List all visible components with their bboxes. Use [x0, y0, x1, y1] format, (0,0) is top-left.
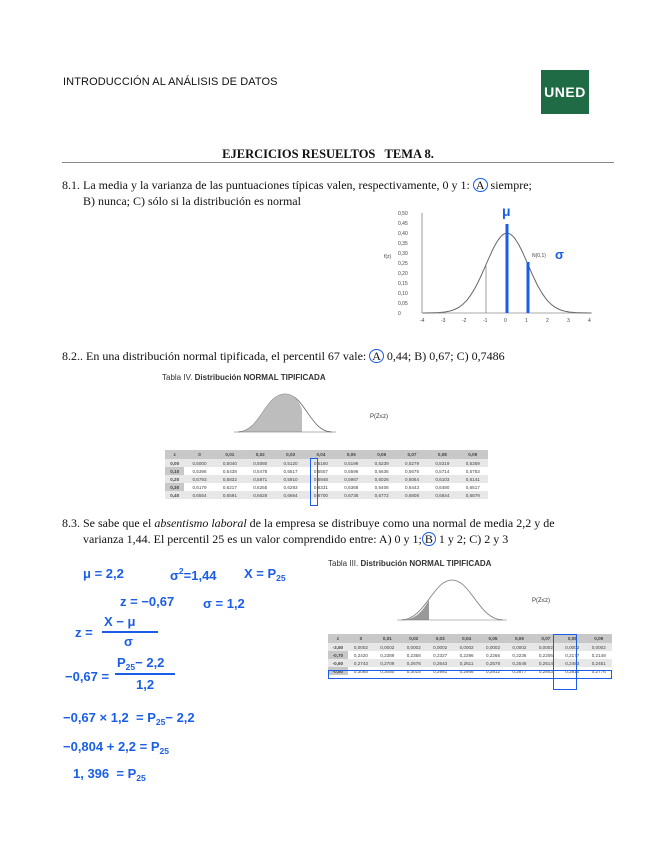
- table-cell: 0,0002: [506, 643, 532, 651]
- hand-eq4: 1, $396 = P_{25}$: [73, 766, 146, 783]
- table-cell: 0,5239: [366, 459, 396, 467]
- table-cell: 0,0002: [348, 643, 374, 651]
- table-cell: 0,2483: [559, 659, 585, 667]
- y-tick-label: 0,10: [398, 291, 408, 297]
- table-header-cell: 0,07: [397, 450, 427, 459]
- hand-z-value: z = −0,67: [120, 594, 175, 609]
- table-cell: 0,6554: [184, 491, 214, 499]
- q1-line2: B) nunca; C) sólo si la distribución es normal: [83, 194, 301, 208]
- question-8-3: 8.3. Se sabe que el absentismo laboral de la empresa se distribuye como una normal de media 2,2 y de: [62, 516, 555, 530]
- table-cell: 0,6217: [222, 484, 237, 490]
- table-cell: 0,2743: [348, 659, 374, 667]
- q1-answer-circle: A: [473, 178, 488, 192]
- hand-eq1-denominator: 1,2: [136, 677, 155, 692]
- table-header-cell: 0,09: [458, 450, 488, 459]
- table-cell: 0,5714: [435, 468, 450, 474]
- table-iv-highlight: [310, 458, 318, 506]
- table-row-header: 0,10: [165, 467, 184, 475]
- table-cell: 0,6628: [245, 491, 275, 499]
- y-tick-label: 0,05: [398, 301, 408, 307]
- table-cell: 0,2810: [565, 668, 580, 674]
- table-cell: 0,6700: [306, 491, 336, 499]
- table-cell: 0,5080: [245, 459, 275, 467]
- x-tick-label: 3: [567, 318, 570, 324]
- table-cell: 0,6591: [215, 491, 245, 499]
- table-cell: 0,2327: [433, 652, 448, 658]
- table-iii-col-highlight: [553, 634, 577, 690]
- table-cell: 0,5910: [275, 475, 305, 483]
- table-row-header: -3,50: [328, 643, 348, 651]
- table-cell: 0,6736: [336, 491, 366, 499]
- table-row: [165, 459, 488, 467]
- hand-z-fraction-bar: [102, 631, 158, 633]
- table-cell: 0,6064: [397, 475, 427, 483]
- table-cell: 0,2358: [406, 652, 421, 658]
- hand-eq1-lhs: −0,67 =: [65, 669, 110, 684]
- x-tick-label: -3: [441, 318, 446, 324]
- q2-text-a: 8.2.. En una distribución normal tipificada, el percentil 67 vale:: [62, 349, 367, 363]
- table-header-cell: 0,05: [480, 634, 506, 643]
- hand-eq3: $-0,804 + 2,2 = P_{25}$: [63, 739, 169, 756]
- table-cell: 0,2177: [565, 652, 580, 658]
- table-header-cell: 0,03: [427, 634, 453, 643]
- table-header-cell: 0,01: [374, 634, 400, 643]
- q3-line2: varianza 1,44. El percentil 25 es un valor comprendido entre: A) 0 y 1; B 1 y 2; C) 2 y 3: [83, 532, 509, 546]
- x-tick-label: -4: [420, 318, 425, 324]
- table-header-cell: 0,06: [366, 450, 396, 459]
- table-header-cell: 0: [184, 450, 214, 459]
- table-cell: 0,5871: [245, 475, 275, 483]
- hand-z-denominator: σ: [124, 634, 133, 649]
- q2-answer-circle: A: [369, 349, 384, 363]
- table-header-cell: 0,02: [401, 634, 427, 643]
- uned-logo: UNED: [541, 70, 589, 114]
- table-row-header: -0,50: [328, 667, 348, 675]
- question-8-1: [62, 178, 614, 193]
- y-tick-label: 0: [398, 311, 401, 317]
- table-cell: 0,6879: [458, 491, 488, 499]
- table-cell: 0,2776: [591, 668, 606, 674]
- question-8-2: [62, 349, 505, 364]
- table-row: [165, 483, 488, 491]
- normal-curve-figure: [380, 200, 600, 335]
- y-tick-label: 0,35: [398, 241, 408, 247]
- q2-text-b: 0,44; B) 0,67; C) 0,7486: [386, 349, 505, 363]
- table-cell: 0,2578: [480, 659, 506, 667]
- x-tick-label: 0: [504, 318, 507, 324]
- table-cell: 0,2148: [591, 652, 606, 658]
- table-header-cell: 0,08: [559, 634, 585, 643]
- table-cell: 0,6141: [458, 475, 488, 483]
- table-cell: 0,0002: [374, 643, 400, 651]
- table-iv-title: Tabla IV. Distribución NORMAL TIPIFICADA: [162, 373, 326, 382]
- table-row-header: 0,30: [165, 483, 184, 491]
- table-row: [165, 467, 488, 475]
- table-cell: 0,5398: [192, 468, 207, 474]
- table-cell: 0,5517: [283, 468, 298, 474]
- table-header-cell: z: [165, 450, 184, 459]
- table-header-cell: 0,03: [275, 450, 305, 459]
- table-cell: 0,5793: [184, 475, 214, 483]
- table-iv-prob-label: P(Z≤z): [370, 414, 388, 420]
- table-cell: 0,5675: [404, 468, 420, 474]
- table-cell: 0,2877: [512, 668, 527, 674]
- y-tick-label: 0,50: [398, 211, 408, 217]
- table-cell: 0,0002: [480, 643, 506, 651]
- table-cell: 0,5040: [215, 459, 245, 467]
- hand-z-numerator: X − μ: [104, 614, 136, 629]
- hand-sigma-value: σ = 1,2: [203, 596, 245, 611]
- table-cell: 0,6808: [397, 491, 427, 499]
- table-row: [165, 491, 488, 499]
- table-header-cell: 0,04: [453, 634, 479, 643]
- table-iii-title: Tabla III. Distribución NORMAL TIPIFICADA: [328, 559, 492, 568]
- table-header-cell: 0: [348, 634, 374, 643]
- table-cell: 0,2843: [538, 668, 553, 674]
- table-header-cell: 0,04: [306, 450, 336, 459]
- table-cell: 0,0002: [559, 643, 585, 651]
- table-row-header: 0,00: [165, 459, 184, 467]
- table-cell: 0,5987: [336, 475, 366, 483]
- table-cell: 0,0002: [453, 643, 479, 651]
- x-tick-label: 2: [546, 318, 549, 324]
- table-cell: 0,5438: [222, 468, 237, 474]
- table-cell: 0,6517: [465, 484, 480, 490]
- y-tick-label: 0,15: [398, 281, 408, 287]
- curve-label: N(0,1): [532, 253, 546, 259]
- table-cell: 0,5557: [313, 468, 328, 474]
- table-header-cell: 0,01: [215, 450, 245, 459]
- table-cell: 0,6844: [427, 491, 457, 499]
- table-cell: 0,6443: [404, 484, 420, 490]
- hand-eq1-numerator: $P_{25}- 2,2$: [117, 655, 165, 672]
- table-cell: 0,2912: [485, 668, 501, 674]
- table-cell: 0,6480: [435, 484, 450, 490]
- hand-sigma2: $\sigma^2=1,44$: [170, 566, 217, 583]
- table-cell: 0,6406: [374, 484, 389, 490]
- page-title: EJERCICIOS RESUELTOS TEMA 8.: [222, 147, 434, 161]
- y-tick-label: 0,25: [398, 261, 408, 267]
- table-iii-prob-label: P(Z≤z): [532, 598, 550, 604]
- table-cell: 0,5120: [275, 459, 305, 467]
- table-cell: 0,6664: [275, 491, 305, 499]
- table-cell: 0,0002: [401, 643, 427, 651]
- q1-text-b: siempre;: [490, 178, 532, 192]
- table-cell: 0,2296: [459, 652, 474, 658]
- table-cell: 0,2514: [533, 659, 559, 667]
- table-cell: 0,5000: [184, 459, 214, 467]
- table-row-header: -0,70: [328, 651, 348, 659]
- table-cell: 0,2643: [427, 659, 453, 667]
- table-row-header: 0,40: [165, 491, 184, 499]
- table-cell: 0,5753: [465, 468, 480, 474]
- table-cell: 0,6103: [427, 475, 457, 483]
- table-cell: 0,6331: [313, 484, 328, 490]
- table-cell: 0,2236: [512, 652, 527, 658]
- y-axis-label: f(z): [384, 254, 392, 260]
- table-cell: 0,6255: [253, 484, 268, 490]
- table-cell: 0,3015: [406, 668, 421, 674]
- table-cell: 0,5948: [306, 475, 336, 483]
- table-iv-curve: [230, 388, 340, 440]
- table-cell: 0,2946: [459, 668, 474, 674]
- table-header-cell: 0,08: [427, 450, 457, 459]
- table-header-cell: 0,07: [533, 634, 559, 643]
- table-cell: 0,0002: [427, 643, 453, 651]
- hand-mu: μ = 2,2: [83, 566, 124, 581]
- table-header-cell: 0,06: [506, 634, 532, 643]
- table-cell: 0,2611: [453, 659, 479, 667]
- hand-z-lhs: z =: [75, 625, 93, 640]
- table-cell: 0,2676: [401, 659, 427, 667]
- table-header-cell: 0,09: [586, 634, 613, 643]
- table-header-cell: 0,02: [245, 450, 275, 459]
- table-cell: 0,6368: [344, 484, 359, 490]
- y-tick-label: 0,45: [398, 221, 408, 227]
- table-cell: 0,5319: [427, 459, 457, 467]
- table-cell: 0,3085: [353, 668, 368, 674]
- table-cell: 0,5832: [215, 475, 245, 483]
- table-row-header: -0,60: [328, 659, 348, 667]
- table-cell: 0,2546: [506, 659, 532, 667]
- q1-text-a: 8.1. La media y la varianza de las puntuaciones típicas valen, respectivamente, 0 y 1:: [62, 178, 470, 192]
- table-cell: 0,6026: [366, 475, 396, 483]
- table-row-header: 0,20: [165, 475, 184, 483]
- y-tick-label: 0,30: [398, 251, 408, 257]
- table-cell: 0,5359: [458, 459, 488, 467]
- table-cell: 0,6293: [283, 484, 298, 490]
- table-iv: [165, 450, 488, 499]
- table-cell: 0,6772: [366, 491, 396, 499]
- q3-answer-circle: B: [422, 532, 436, 546]
- table-cell: 0,2981: [433, 668, 448, 674]
- x-tick-label: -1: [483, 318, 488, 324]
- sigma-annotation: σ: [555, 247, 564, 262]
- table-cell: 0,2266: [485, 652, 501, 658]
- table-cell: 0,2206: [538, 652, 553, 658]
- table-header-cell: 0,05: [336, 450, 366, 459]
- x-tick-label: 1: [525, 318, 528, 324]
- table-cell: 0,0002: [533, 643, 559, 651]
- table-cell: 0,5160: [306, 459, 336, 467]
- table-cell: 0,5596: [344, 468, 359, 474]
- table-iii-curve: [395, 574, 510, 626]
- table-cell: 0,6179: [192, 484, 207, 490]
- document-header-title: INTRODUCCIÓN AL ANÁLISIS DE DATOS: [63, 76, 278, 88]
- table-cell: 0,5478: [253, 468, 268, 474]
- x-tick-label: -2: [462, 318, 467, 324]
- table-cell: 0,5279: [397, 459, 427, 467]
- y-tick-label: 0,40: [398, 231, 408, 237]
- hand-x-p25: $X = P_{25}$: [244, 566, 286, 583]
- table-cell: 0,5636: [374, 468, 389, 474]
- table-cell: 0,2709: [374, 659, 400, 667]
- table-cell: 0,2451: [586, 659, 613, 667]
- table-cell: 0,3050: [380, 668, 395, 674]
- mu-annotation: μ: [502, 203, 511, 219]
- table-header-cell: z: [328, 634, 348, 643]
- table-row: [165, 475, 488, 483]
- table-cell: 0,5199: [336, 459, 366, 467]
- title-divider: [62, 162, 614, 163]
- hand-eq2: $-0,67 \times 1,2 = P_{25}- 2,2$: [63, 710, 195, 727]
- table-cell: 0,2420: [353, 652, 368, 658]
- hand-eq1-fraction-bar: [115, 673, 175, 675]
- table-cell: 0,2389: [380, 652, 395, 658]
- table-cell: 0,0002: [586, 643, 613, 651]
- x-tick-label: 4: [588, 318, 591, 324]
- y-tick-label: 0,20: [398, 271, 408, 277]
